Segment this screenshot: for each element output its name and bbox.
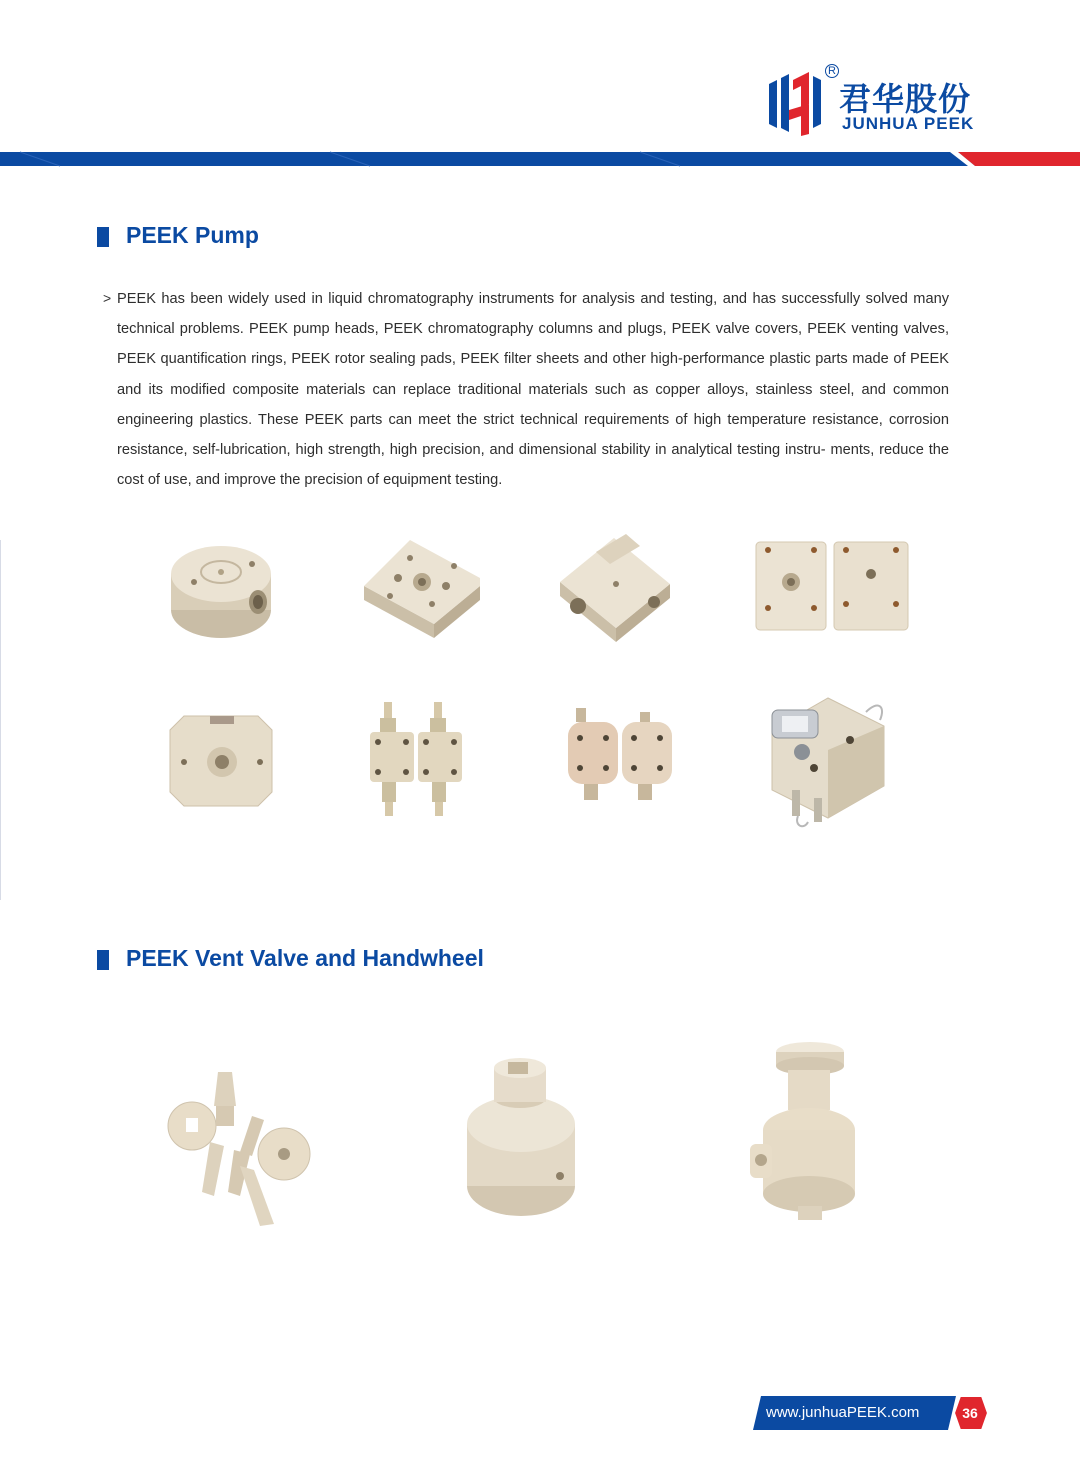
footer [753, 1396, 993, 1432]
logo-english-text: JUNHUA PEEK [842, 114, 975, 133]
logo-mark-icon [763, 70, 827, 136]
product-image-round-pump-head [168, 540, 274, 642]
product-image-dual-pump-heads-with-fittings [366, 702, 466, 818]
product-image-octagonal-plate [170, 716, 272, 806]
registered-mark: R [825, 64, 839, 78]
product-image-vent-valve-parts [162, 1066, 314, 1228]
header-stripe [0, 150, 1080, 170]
heading-marker [97, 227, 109, 247]
margin-line [0, 540, 1, 900]
product-image-handwheel [464, 1058, 578, 1220]
product-image-stepped-block [556, 532, 674, 642]
heading-marker [97, 950, 109, 970]
bullet-marker: > [103, 290, 112, 306]
product-image-square-block [360, 534, 484, 638]
product-image-twin-square-plates [756, 542, 912, 634]
footer-website-link[interactable]: www.junhuaPEEK.com [766, 1404, 920, 1421]
product-image-dual-pump-heads [566, 704, 674, 808]
logo-chinese-text: 君华股份 [839, 80, 972, 118]
section-title: PEEK Vent Valve and Handwheel [126, 945, 484, 971]
page-number: 36 [962, 1405, 978, 1421]
company-logo [763, 64, 993, 138]
product-image-assembled-pump-with-steel [758, 690, 892, 830]
product-image-vent-valve-assembly [748, 1034, 860, 1224]
paragraph-text: PEEK has been widely used in liquid chromatography instruments for analysis and testing, and has successfully solved many technical problems. PEEK pump heads, PEEK chromatography columns and plugs, PEEK valve covers, PEEK venting valves, PEEK quantification rings, PEEK rotor sealing pads, PEEK filter sheets and other high-performance plastic parts made of PEEK and its modified composite materials can replace traditional materials such as copper alloys, stainless steel, and common engineering plastics. These PEEK parts can meet the strict technical requirements of high temperature resistance, corrosion resistance, self-lubrication, high strength, high precision, and dimensional stability in analytical testing instru- ments, reduce the cost of use, and improve the precision of equipment testing. [117, 291, 949, 489]
section-title: PEEK Pump [126, 222, 259, 248]
